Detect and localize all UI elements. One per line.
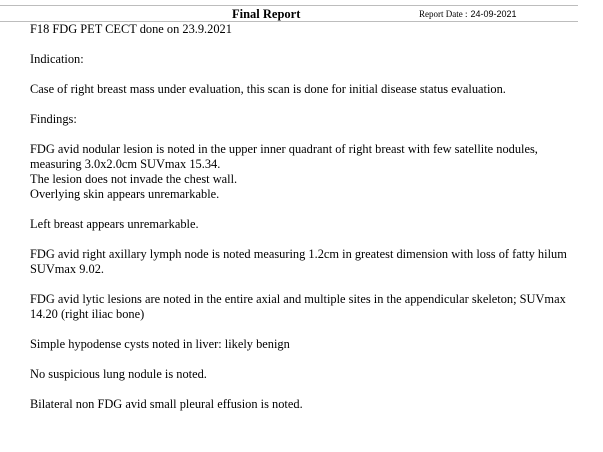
report-date-label: Report Date : (419, 9, 468, 19)
finding-lytic-lesions-line-2: 14.20 (right iliac bone) (30, 307, 145, 321)
header-top-rule (0, 5, 578, 6)
report-title: Final Report (232, 7, 301, 21)
finding-lytic-lesions (30, 292, 600, 322)
finding-breast-lesion (30, 142, 600, 202)
indication-text: Case of right breast mass under evaluation, this scan is done for initial disease status evaluation. (30, 82, 506, 96)
finding-lytic-lesions-line-1: FDG avid lytic lesions are noted in the entire axial and multiple sites in the appendicular skeleton; SUVmax (30, 292, 566, 306)
finding-left-breast: Left breast appears unremarkable. (30, 217, 199, 231)
findings-heading: Findings: (30, 112, 77, 126)
finding-breast-lesion-line-3: The lesion does not invade the chest wall. (30, 172, 238, 186)
indication-heading: Indication: (30, 52, 84, 66)
report-header (0, 0, 603, 22)
report-body (30, 22, 600, 412)
finding-liver-cysts: Simple hypodense cysts noted in liver: likely benign (30, 337, 290, 351)
finding-axillary-node-line-2: SUVmax 9.02. (30, 262, 104, 276)
finding-breast-lesion-line-2: measuring 3.0x2.0cm SUVmax 15.34. (30, 157, 221, 171)
finding-axillary-node-line-1: FDG avid right axillary lymph node is noted measuring 1.2cm in greatest dimension with loss of fatty hilum (30, 247, 567, 261)
report-date-value: 24-09-2021 (470, 9, 517, 19)
finding-axillary-node (30, 247, 600, 277)
report-date (419, 8, 517, 20)
finding-pleural-effusion: Bilateral non FDG avid small pleural effusion is noted. (30, 397, 303, 411)
finding-breast-lesion-line-4: Overlying skin appears unremarkable. (30, 187, 220, 201)
finding-breast-lesion-line-1: FDG avid nodular lesion is noted in the upper inner quadrant of right breast with few satellite nodules, (30, 142, 538, 156)
finding-lung: No suspicious lung nodule is noted. (30, 367, 207, 381)
exam-line: F18 FDG PET CECT done on 23.9.2021 (30, 22, 232, 36)
